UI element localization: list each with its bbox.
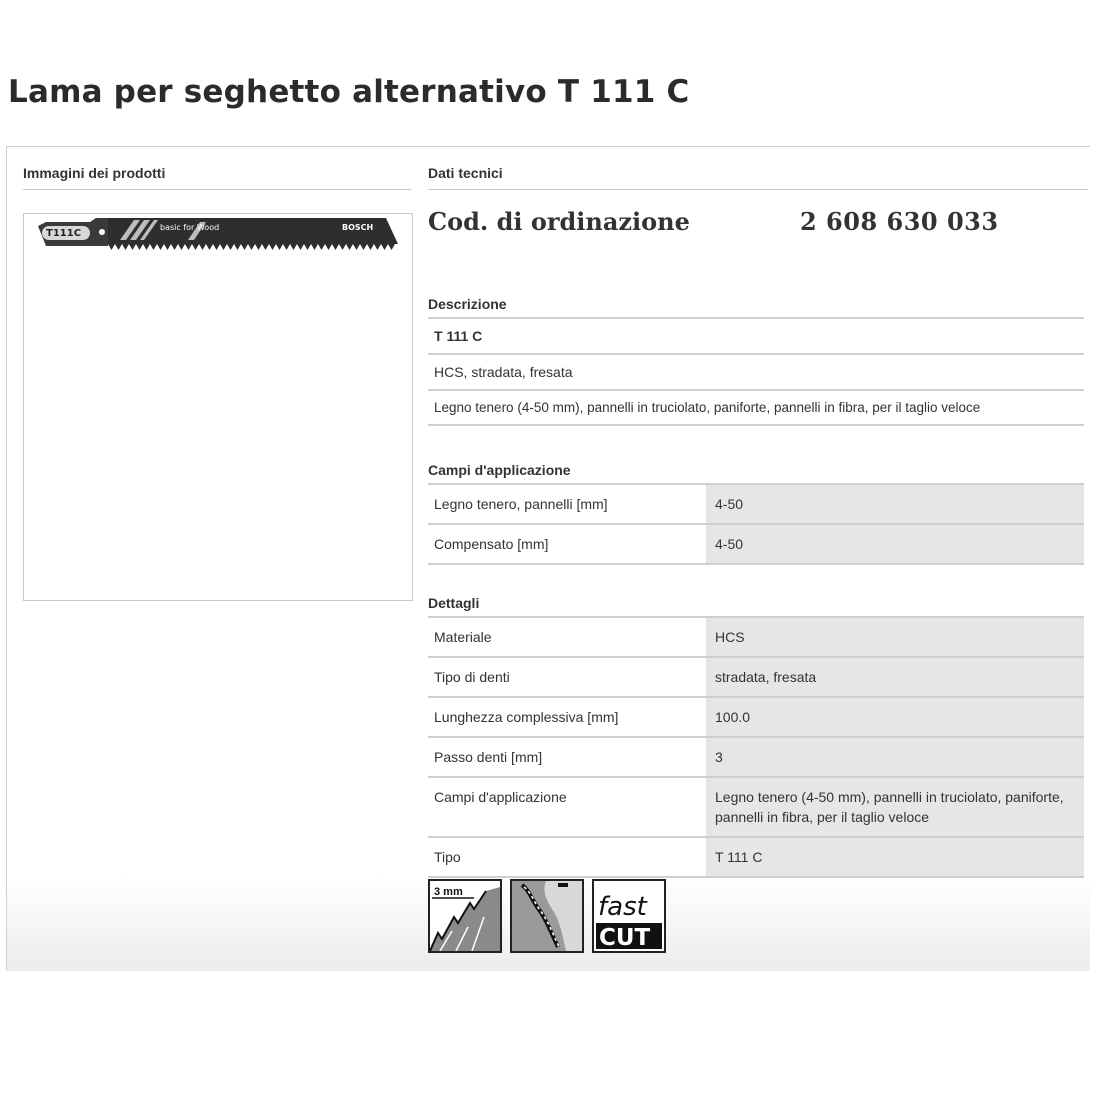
cut-label: CUT — [599, 925, 651, 951]
order-code-row — [428, 207, 1088, 247]
table-row — [428, 838, 1084, 878]
product-panel — [6, 146, 1090, 971]
table-row — [428, 618, 1084, 658]
order-code-value: 2 608 630 033 — [800, 207, 999, 236]
dettagli-label: Passo denti [mm] — [428, 738, 707, 776]
dettagli-label: Lunghezza complessiva [mm] — [428, 698, 707, 736]
product-image-box — [23, 213, 413, 601]
dettagli-value: HCS — [707, 618, 1084, 656]
table-row — [428, 778, 1084, 838]
table-row — [428, 658, 1084, 698]
fast-cut-icon — [592, 879, 666, 953]
descrizione-table — [428, 317, 1084, 426]
campi-label: Compensato [mm] — [428, 525, 707, 563]
table-row — [428, 319, 1084, 355]
dettagli-label: Tipo — [428, 838, 707, 876]
order-code-label: Cod. di ordinazione — [428, 207, 690, 236]
campi-value: 4-50 — [707, 485, 1084, 523]
dettagli-value: Legno tenero (4-50 mm), pannelli in truciolato, paniforte, pannelli in fibra, per il taglio veloce — [707, 778, 1084, 836]
tech-data-heading: Dati tecnici — [428, 165, 1088, 190]
descrizione-title: Descrizione — [428, 296, 507, 312]
table-row — [428, 738, 1084, 778]
campi-value: 4-50 — [707, 525, 1084, 563]
dettagli-table — [428, 616, 1084, 878]
table-row — [428, 485, 1084, 525]
jigsaw-blade-image — [24, 214, 412, 256]
table-row — [428, 698, 1084, 738]
dettagli-label: Materiale — [428, 618, 707, 656]
tooth-pitch-label: 3 mm — [434, 886, 463, 898]
page-title: Lama per seghetto alternativo T 111 C — [8, 74, 690, 110]
dettagli-value: 100.0 — [707, 698, 1084, 736]
descrizione-application: Legno tenero (4-50 mm), pannelli in truciolato, paniforte, pannelli in fibra, per il taglio veloce — [434, 400, 981, 415]
campi-title: Campi d'applicazione — [428, 462, 571, 478]
table-row — [428, 355, 1084, 391]
dettagli-value: stradata, fresata — [707, 658, 1084, 696]
dettagli-label: Tipo di denti — [428, 658, 707, 696]
tooth-pitch-icon — [428, 879, 502, 953]
campi-table — [428, 483, 1084, 565]
dettagli-value: T 111 C — [707, 838, 1084, 876]
table-row — [428, 525, 1084, 565]
dettagli-title: Dettagli — [428, 595, 480, 611]
curve-cut-icon — [510, 879, 584, 953]
dettagli-value: 3 — [707, 738, 1084, 776]
feature-icons — [428, 879, 666, 955]
table-row — [428, 391, 1084, 426]
dettagli-label: Campi d'applicazione — [428, 778, 707, 836]
product-images-heading: Immagini dei prodotti — [23, 165, 411, 190]
blade-line-label: basic for Wood — [160, 223, 220, 232]
blade-code-label: T111C — [46, 228, 82, 239]
descrizione-type: T 111 C — [434, 328, 483, 344]
fast-label: fast — [598, 892, 647, 922]
campi-label: Legno tenero, pannelli [mm] — [428, 485, 707, 523]
descrizione-features: HCS, stradata, fresata — [434, 364, 573, 380]
blade-brand-label: BOSCH — [342, 223, 374, 232]
